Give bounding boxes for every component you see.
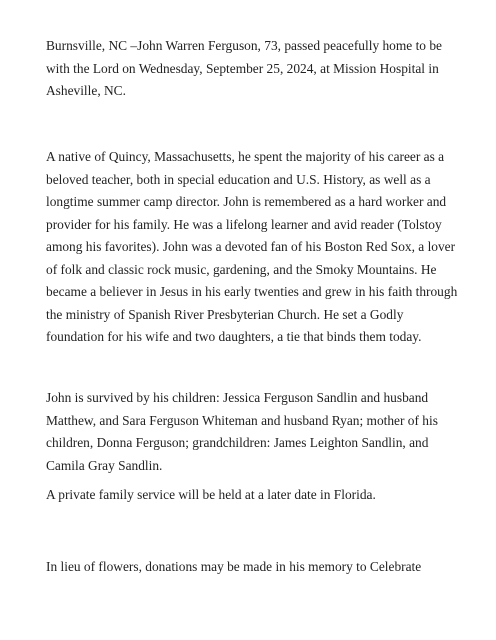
text-line: the ministry of Spanish River Presbyterian Church. He set a Godly — [46, 306, 404, 322]
text-line: beloved teacher, both in special education and U.S. History, as well as a — [46, 171, 431, 187]
text-line: Asheville, NC. — [46, 83, 126, 98]
text-line: children, Donna Ferguson; grandchildren: James Leighton Sandlin, and — [46, 435, 429, 450]
text-line: provider for his family. He was a lifelong learner and avid reader (Tolstoy — [46, 216, 442, 232]
text-line: foundation for his wife and two daughters, a tie that binds them today. — [46, 329, 422, 344]
paragraph-survivors — [46, 387, 466, 477]
text-line: Burnsville, NC –John Warren Ferguson, 73, passed peacefully home to be — [46, 38, 442, 53]
text-line: became a believer in Jesus in his early twenties and grew in his faith through — [46, 284, 458, 299]
paragraph-donations — [46, 556, 466, 579]
text-line: with the Lord on Wednesday, September 25, 2024, at Mission Hospital in — [46, 60, 439, 76]
text-line: Matthew, and Sara Ferguson Whiteman and husband Ryan; mother of his — [46, 412, 438, 428]
text-line: Camila Gray Sandlin. — [46, 457, 163, 473]
text-line: among his favorites). John was a devoted fan of his Boston Red Sox, a lover — [46, 239, 456, 254]
text-line: John is survived by his children: Jessica Ferguson Sandlin and husband — [46, 390, 429, 405]
paragraph-biography — [46, 146, 466, 349]
text-line: of folk and classic rock music, gardening, and the Smoky Mountains. He — [46, 261, 437, 277]
text-line: A private family service will be held at a later date in Florida. — [46, 487, 376, 502]
text-line: In lieu of flowers, donations may be made in his memory to Celebrate — [46, 559, 422, 574]
text-line: longtime summer camp director. John is remembered as a hard worker and — [46, 194, 447, 209]
text-line: A native of Quincy, Massachusetts, he spent the majority of his career as a — [46, 149, 445, 164]
paragraph-service — [46, 484, 466, 507]
paragraph-death-notice — [46, 35, 466, 103]
